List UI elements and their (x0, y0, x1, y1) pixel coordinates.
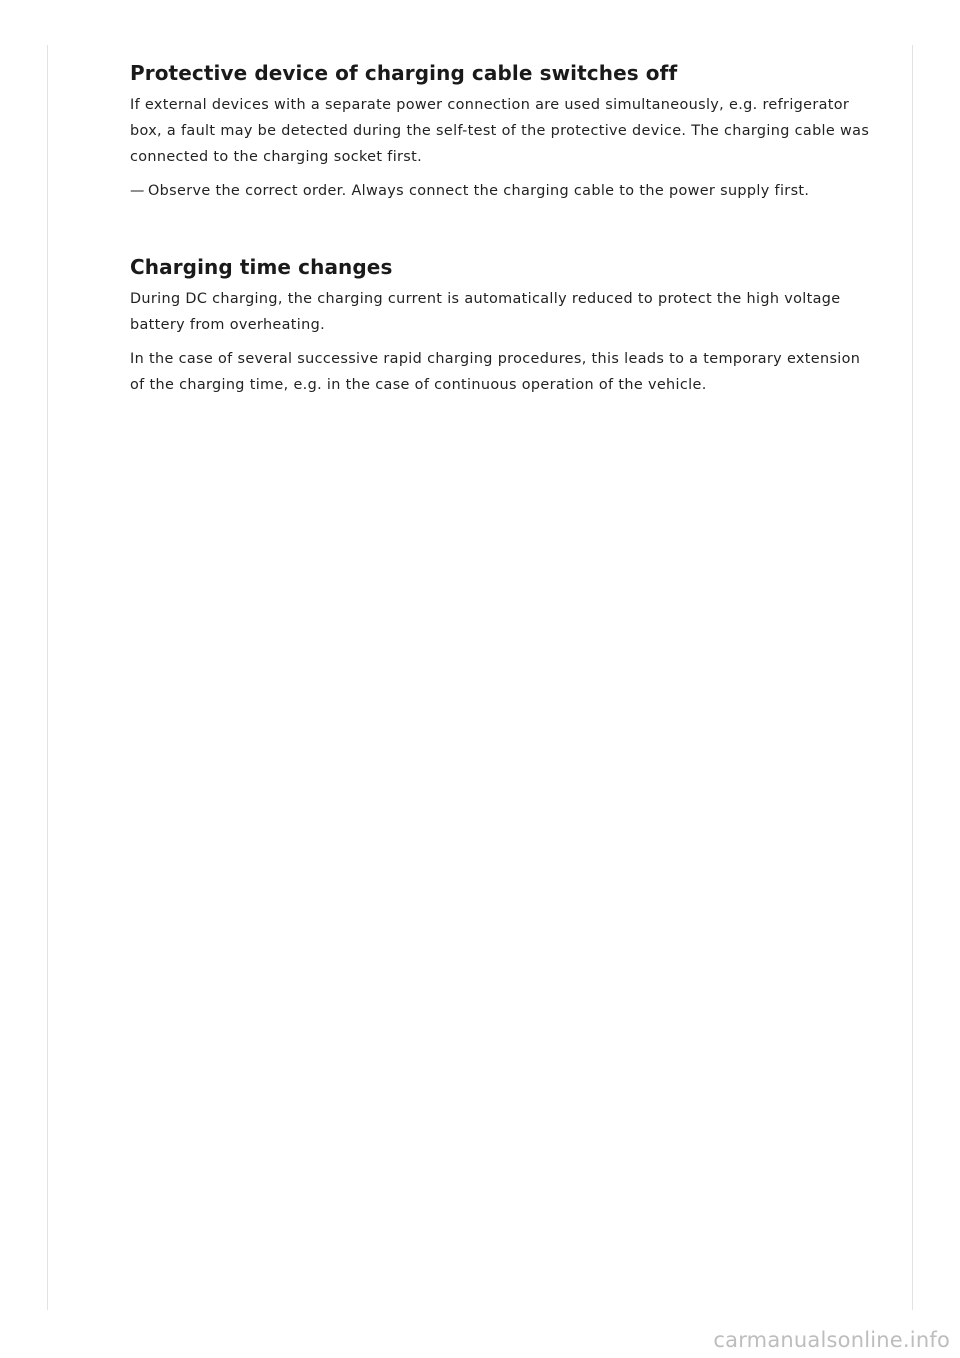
step-dash-marker: — (130, 183, 145, 199)
right-page-rule (912, 45, 913, 1310)
section-paragraph: In the case of several successive rapid charging procedures, this leads to a temporary extension of the charging time, e.g. in the case of continuous operation of the vehicle. (130, 351, 861, 393)
section-spacer (130, 212, 870, 252)
section-charging-time (130, 252, 870, 398)
left-page-rule (47, 45, 48, 1310)
section-heading: Charging time changes (130, 255, 393, 279)
section-paragraph: If external devices with a separate power connection are used simultaneously, e.g. refrigerator box, a fault may be detected during the self-test of the protective device. The charging cable was connected to the charging socket first. (130, 97, 870, 165)
step-text: Observe the correct order. Always connect the charging cable to the power supply first. (148, 183, 810, 199)
section-heading: Protective device of charging cable switches off (130, 61, 678, 85)
watermark-link[interactable]: carmanualsonline.info (713, 1328, 950, 1352)
section-protective-device (130, 58, 870, 204)
page-content (130, 58, 870, 406)
section-paragraph: During DC charging, the charging current is automatically reduced to protect the high voltage battery from overheating. (130, 291, 841, 333)
instruction-step (130, 178, 870, 204)
